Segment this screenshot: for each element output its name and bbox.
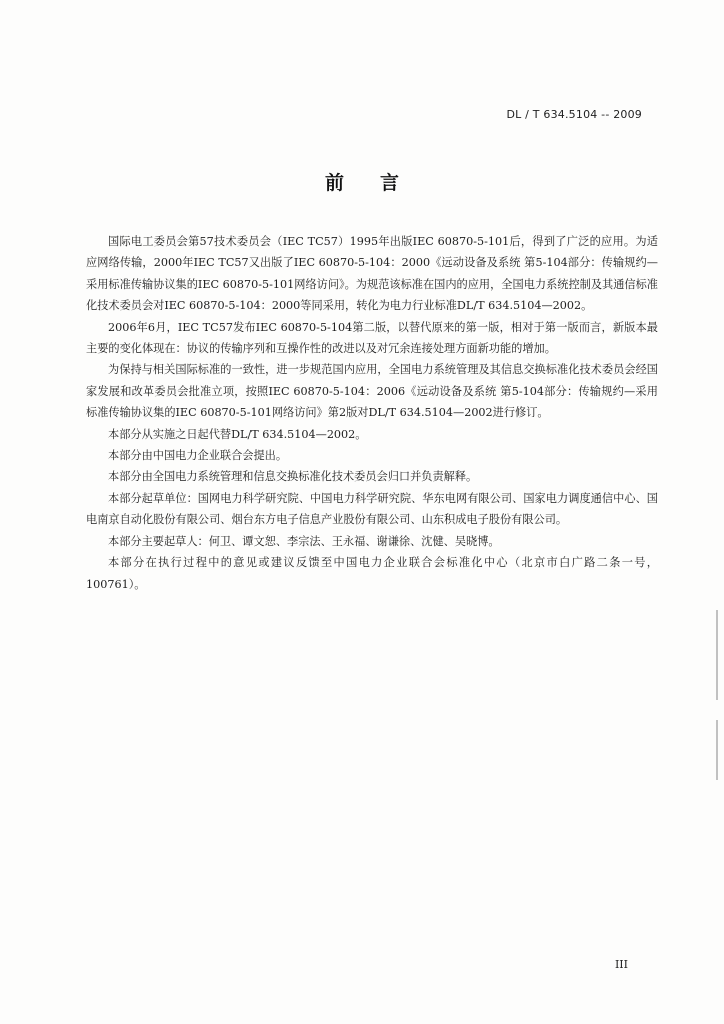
standard-code-header: DL / T 634.5104 -- 2009 <box>506 108 642 121</box>
scan-edge-mark <box>716 720 718 780</box>
foreword-body <box>86 231 658 595</box>
paragraph-7: 本部分起草单位：国网电力科学研究院、中国电力科学研究院、华东电网有限公司、国家电力调度通信中心、国电南京自动化股份有限公司、烟台东方电子信息产业股份有限公司、山东积成电子股份有限公司。 <box>86 491 658 527</box>
paragraph-3: 为保持与相关国际标准的一致性，进一步规范国内应用，全国电力系统管理及其信息交换标准化技术委员会经国家发展和改革委员会批准立项，按照IEC 60870-5-104：2006《远动设备及系统 第5-104部分：传输规约—采用标准传输协议集的IEC 60870-5-101网络访问》第2版对DL/T 634.5104—2002进行修订。 <box>86 363 658 420</box>
paragraph-4: 本部分从实施之日起代替DL/T 634.5104—2002。 <box>108 427 367 441</box>
page-title: 前言 <box>324 172 435 194</box>
page-number: III <box>614 958 628 971</box>
scan-edge-mark <box>716 610 718 700</box>
paragraph-6: 本部分由全国电力系统管理和信息交换标准化技术委员会归口并负责解释。 <box>108 470 478 484</box>
paragraph-9: 本部分在执行过程中的意见或建议反馈至中国电力企业联合会标准化中心（北京市白广路二条一号，100761）。 <box>86 556 658 591</box>
paragraph-1: 国际电工委员会第57技术委员会（IEC TC57）1995年出版IEC 60870-5-101后，得到了广泛的应用。为适应网络传输，2000年IEC TC57又出版了IEC 60870-5-104：2000《远动设备及系统 第5-104部分：传输规约—采用标准传输协议集的IEC 60870-5-101网络访问》。为规范该标准在国内的应用，全国电力系统控制及其通信标准化技术委员会对IEC 60870-5-104：2000等同采用，转化为电力行业标准DL/T 634.5104—2002。 <box>86 235 658 313</box>
paragraph-5: 本部分由中国电力企业联合会提出。 <box>108 449 288 463</box>
paragraph-2: 2006年6月，IEC TC57发布IEC 60870-5-104第二版，以替代原来的第一版，相对于第一版而言，新版本最主要的变化体现在：协议的传输序列和互操作性的改进以及对冗余连接处理方面新功能的增加。 <box>86 320 658 356</box>
paragraph-8: 本部分主要起草人：何卫、谭文恕、李宗法、王永福、谢谦徐、沈健、吴晓博。 <box>108 534 500 548</box>
